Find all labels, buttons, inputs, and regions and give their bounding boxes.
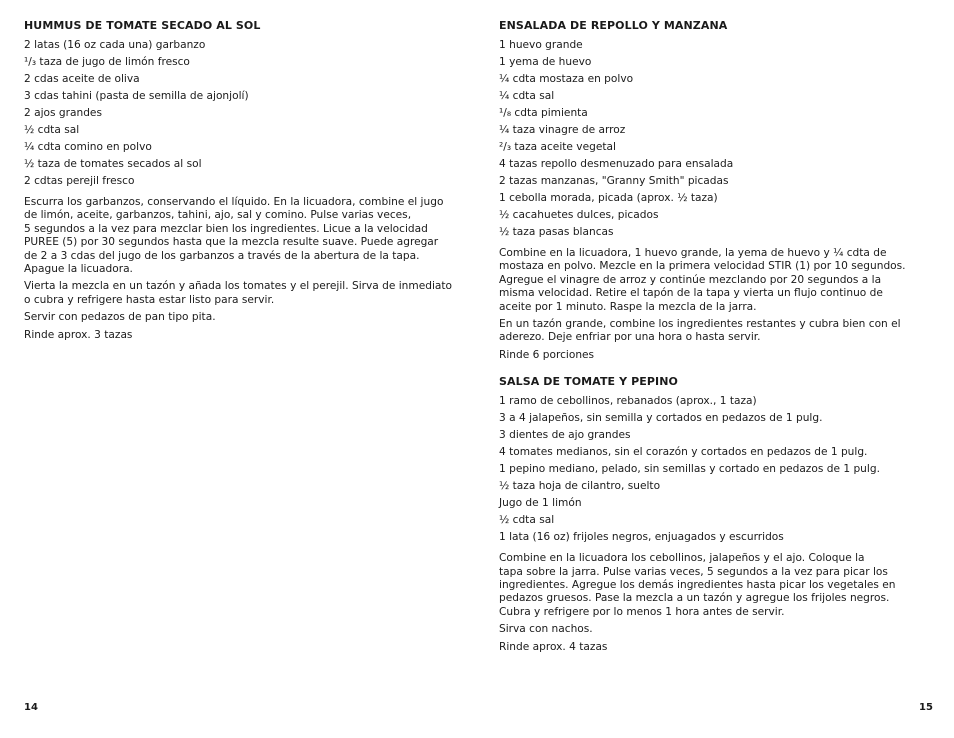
- ingredient: 3 a 4 jalapeños, sin semilla y cortados en pedazos de 1 pulg.: [499, 412, 823, 425]
- ingredient: 1 ramo de cebollinos, rebanados (aprox., 1 taza): [499, 395, 757, 408]
- ingredient: ¼ taza vinagre de arroz: [499, 124, 626, 136]
- instruction-paragraph: Combine en la licuadora los cebollinos, jalapeños y el ajo. Coloque la tapa sobre la jarra. Pulse varias veces, 5 segundos a la vez para picar los ingredientes. Agregue los demás ingredientes hasta picar los vegetales en pedazos gruesos. Pase la mezcla a un tazón y agregue los frijoles negros. Cubra y refrigere por lo menos 1 hora antes de servir.: [499, 552, 896, 618]
- recipe-title-salsa: SALSA DE TOMATE Y PEPINO: [499, 375, 678, 389]
- instruction-paragraph: En un tazón grande, combine los ingredientes restantes y cubra bien con el aderezo. Deje enfriar por una hora o hasta servir.: [499, 318, 901, 344]
- ingredient: 2 ajos grandes: [24, 107, 102, 119]
- ingredient: 4 tazas repollo desmenuzado para ensalada: [499, 158, 734, 170]
- recipe-title-hummus: HUMMUS DE TOMATE SECADO AL SOL: [24, 19, 261, 32]
- ingredient: ½ taza pasas blancas: [499, 226, 614, 238]
- recipe-salsa: [499, 375, 919, 654]
- ingredient: 1 yema de huevo: [499, 56, 592, 68]
- ingredient: ¹/₈ cdta pimienta: [499, 107, 588, 119]
- left-page: [24, 19, 464, 346]
- recipe-title-ensalada: ENSALADA DE REPOLLO Y MANZANA: [499, 19, 728, 32]
- ingredient: 2 cdas aceite de oliva: [24, 73, 140, 85]
- ingredient: 1 huevo grande: [499, 39, 583, 51]
- instruction-paragraph: Combine en la licuadora, 1 huevo grande, la yema de huevo y ¼ cdta de mostaza en polvo. Mezcle en la primera velocidad STIR (1) por 10 segundos. Agregue el vinagre de arroz y continúe mezclando por 20 segundos a la misma velocidad. Retire el tapón de la tapa y vierta un flujo continuo de aceite por 1 minuto. Raspe la mezcla de la jarra.: [499, 247, 906, 313]
- instruction-paragraph: Escurra los garbanzos, conservando el líquido. En la licuadora, combine el jugo de limón, aceite, garbanzos, tahini, ajo, sal y comino. Pulse varias veces, 5 segundos a la vez para mezclar bien los ingredientes. Licue a la velocidad PUREE (5) por 30 segundos hasta que la mezcla resulte suave. Puede agregar de 2 a 3 cdas del jugo de los garbanzos a través de la abertura de la tapa. Apague la licuadora.: [24, 196, 444, 276]
- ingredient: ¼ cdta mostaza en polvo: [499, 73, 634, 85]
- yield-text: Rinde aprox. 4 tazas: [499, 640, 608, 653]
- ingredient: 1 pepino mediano, pelado, sin semillas y cortado en pedazos de 1 pulg.: [499, 463, 880, 476]
- instruction-paragraph: Servir con pedazos de pan tipo pita.: [24, 311, 216, 324]
- ingredient-list-ensalada: [499, 37, 919, 241]
- ingredient: 3 dientes de ajo grandes: [499, 429, 631, 442]
- ingredient: 1 lata (16 oz) frijoles negros, enjuagados y escurridos: [499, 531, 784, 544]
- ingredient: ²/₃ taza aceite vegetal: [499, 141, 616, 153]
- instruction-paragraph: Vierta la mezcla en un tazón y añada los tomates y el perejil. Sirva de inmediato o cubra y refrigere hasta estar listo para servir.: [24, 280, 453, 306]
- page-number-right: 15: [919, 702, 933, 713]
- ingredient: 4 tomates medianos, sin el corazón y cortados en pedazos de 1 pulg.: [499, 446, 868, 459]
- ingredient: ½ cdta sal: [499, 514, 555, 527]
- yield-text: Rinde aprox. 3 tazas: [24, 328, 133, 341]
- ingredient: ½ taza hoja de cilantro, suelto: [499, 480, 661, 493]
- ingredient: ½ cdta sal: [24, 124, 80, 136]
- ingredient: 1 cebolla morada, picada (aprox. ½ taza): [499, 192, 718, 204]
- ingredient: 2 cdtas perejil fresco: [24, 175, 135, 187]
- ingredient: ½ cacahuetes dulces, picados: [499, 209, 659, 221]
- instruction-paragraph: Sirva con nachos.: [499, 623, 593, 636]
- page-number-left: 14: [24, 702, 38, 713]
- ingredient: ½ taza de tomates secados al sol: [24, 158, 202, 170]
- ingredient: Jugo de 1 limón: [499, 497, 582, 510]
- yield-text: Rinde 6 porciones: [499, 348, 595, 361]
- ingredient: 2 latas (16 oz cada una) garbanzo: [24, 39, 206, 51]
- ingredient: ¼ cdta sal: [499, 90, 555, 102]
- right-page: [499, 19, 919, 658]
- ingredient: ¹/₃ taza de jugo de limón fresco: [24, 56, 190, 68]
- ingredient-list-hummus: [24, 37, 464, 190]
- instructions-hummus: [24, 196, 464, 342]
- ingredient: ¼ cdta comino en polvo: [24, 141, 152, 153]
- ingredient: 3 cdas tahini (pasta de semilla de ajonjolí): [24, 90, 249, 102]
- ingredient-list-salsa: [499, 393, 919, 546]
- instructions-ensalada: [499, 247, 919, 362]
- ingredient: 2 tazas manzanas, "Granny Smith" picadas: [499, 175, 729, 187]
- instructions-salsa: [499, 552, 919, 654]
